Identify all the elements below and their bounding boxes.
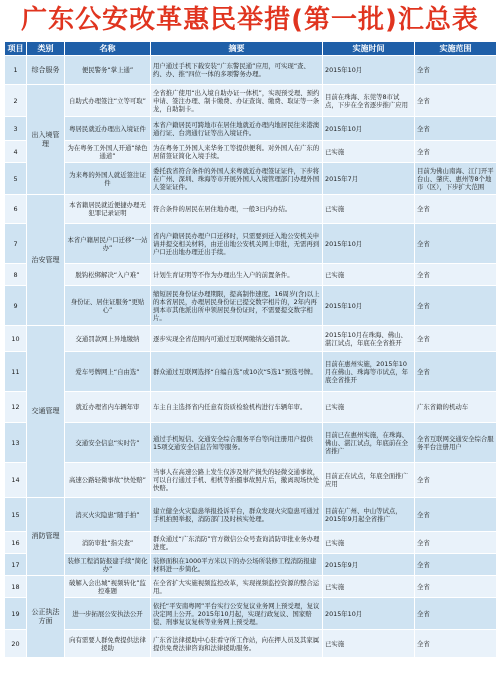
header-item: 项目 bbox=[5, 42, 27, 56]
measure-scope: 全省 bbox=[415, 224, 497, 264]
measure-scope: 全省 bbox=[415, 326, 497, 352]
measure-name: 便民警务“掌上通” bbox=[65, 56, 151, 85]
measure-summary: 群众通过“广东消防”官方微信公众号查询消防审批业务办理进度。 bbox=[151, 532, 323, 554]
measure-name: 高速公路轻微事故“快处赔” bbox=[65, 463, 151, 498]
measure-scope: 全省 bbox=[415, 598, 497, 630]
measure-time: 已实施 bbox=[323, 264, 415, 286]
category-cell: 出入境管理 bbox=[27, 85, 65, 195]
table-row bbox=[5, 463, 497, 498]
row-number: 7 bbox=[5, 224, 27, 264]
measure-time: 已实施 bbox=[323, 141, 415, 163]
table-row bbox=[5, 141, 497, 163]
measure-name: 自助式办理签注“立等可取” bbox=[65, 85, 151, 117]
row-number: 2 bbox=[5, 85, 27, 117]
measure-time: 目前在珠海、东莞等8市试点，下步在全省逐步推广应用 bbox=[323, 85, 415, 117]
measure-summary: 建立健全火灾隐患举报投诉平台，群众发现火灾隐患可通过手机拍照举报，消防部门及时核实处理。 bbox=[151, 498, 323, 532]
measure-scope: 全省 bbox=[415, 554, 497, 576]
table-row bbox=[5, 423, 497, 463]
table-row bbox=[5, 630, 497, 658]
measure-name: 交通安全信息“实时告” bbox=[65, 423, 151, 463]
header-scope: 实施范围 bbox=[415, 42, 497, 56]
table-row bbox=[5, 224, 497, 264]
measure-name: 装修工程消防报建手续“简化办” bbox=[65, 554, 151, 576]
measure-summary: 当事人在高速公路上发生仅涉及财产损失的轻微交通事故，可以自行通过手机、相机等拍摄事故照片后，撤离现场快处快赔。 bbox=[151, 463, 323, 498]
measure-name: 消灭火灾隐患“随手拍” bbox=[65, 498, 151, 532]
row-number: 3 bbox=[5, 117, 27, 141]
measure-summary: 装修面积在1000平方米以下的办公场所装修工程消防报建材料进一步简化。 bbox=[151, 554, 323, 576]
table-row bbox=[5, 56, 497, 85]
measure-scope: 广东省籍的机动车 bbox=[415, 392, 497, 423]
measure-scope: 全省 bbox=[415, 141, 497, 163]
measure-summary: 通过手机短信、交通安全综合服务平台等向注册用户提供15项交通安全信息告知等服务。 bbox=[151, 423, 323, 463]
category-cell: 治安管理 bbox=[27, 195, 65, 326]
measure-scope: 全省 bbox=[415, 576, 497, 598]
measure-time: 2015年10月 bbox=[323, 286, 415, 326]
table-row bbox=[5, 532, 497, 554]
row-number: 15 bbox=[5, 498, 27, 532]
table-row bbox=[5, 286, 497, 326]
table-header-row bbox=[5, 42, 497, 56]
measure-scope: 全省 bbox=[415, 532, 497, 554]
measure-time: 目前正在试点，年底全面推广应用 bbox=[323, 463, 415, 498]
measure-summary: 符合条件的居民在居住地办理，一般3日内办结。 bbox=[151, 195, 323, 224]
measure-scope: 全省 bbox=[415, 286, 497, 326]
row-number: 10 bbox=[5, 326, 27, 352]
table-row bbox=[5, 163, 497, 195]
measure-scope: 全省 bbox=[415, 463, 497, 498]
category-cell: 公正执法方面 bbox=[27, 576, 65, 658]
measure-scope: 全省互联网交通安全综合服务平台注册用户 bbox=[415, 423, 497, 463]
row-number: 19 bbox=[5, 598, 27, 630]
measure-time: 已实施 bbox=[323, 576, 415, 598]
measure-name: 爱车号牌网上“自由选” bbox=[65, 352, 151, 392]
measure-summary: 全省推广使用“出入境自助办证一体机”，实现预受理、预约申请、签注办理、制卡缴费、办证查询、缴费、取证等一条龙，自助制卡。 bbox=[151, 85, 323, 117]
table-row bbox=[5, 498, 497, 532]
measure-time: 2015年10月 bbox=[323, 224, 415, 264]
measure-summary: 在全省扩大实施视频监控改革，实现视频监控资源的整合运用。 bbox=[151, 576, 323, 598]
category-cell: 交通管理 bbox=[27, 326, 65, 498]
measure-time: 目前在惠州实施，2015年10月在佛山、珠海等市试点，年底全省推开 bbox=[323, 352, 415, 392]
measure-summary: 缩短居民身份证办理期限，提高制作速度。16周岁(含)以上的本省居民，办理居民身份证已提交数字相片的，2年内再到本市其他派出所申领居民身份证时，不需要提交数字相片。 bbox=[151, 286, 323, 326]
measure-scope: 全省 bbox=[415, 352, 497, 392]
measure-time: 目前已在惠州实施，在珠海、佛山、湛江试点，年底前在全省推广 bbox=[323, 423, 415, 463]
measure-scope: 全省 bbox=[415, 498, 497, 532]
row-number: 20 bbox=[5, 630, 27, 658]
measure-summary: 依托“平安南粤网”平台实行公安复议业务网上预受理，复议决定网上公开。2015年10月起，实现行政复议、国家赔偿、刑事复议复核等业务网上预受理。 bbox=[151, 598, 323, 630]
measure-name: 本省户籍居民户口迁移“一站办” bbox=[65, 224, 151, 264]
measure-summary: 委托我省符合条件的外国人来粤就近办理签证证件，下步将在广州、深圳、珠海等市开展外国人入境管理部门办理外国人签证证件。 bbox=[151, 163, 323, 195]
measure-name: 脱钩松绑解决“入户难” bbox=[65, 264, 151, 286]
table-row bbox=[5, 117, 497, 141]
row-number: 14 bbox=[5, 463, 27, 498]
measure-time: 已实施 bbox=[323, 392, 415, 423]
measure-name: 交通罚款网上异地缴纳 bbox=[65, 326, 151, 352]
measure-summary: 省内户籍居民办理户口迁移时，只需要到迁入地公安机关申请并提交相关材料，由迁出地公安机关网上审批，无需再到户口迁出地办理迁出手续。 bbox=[151, 224, 323, 264]
measure-time: 已实施 bbox=[323, 630, 415, 658]
row-number: 1 bbox=[5, 56, 27, 85]
measure-name: 破解入会出城“视频转化”监控难题 bbox=[65, 576, 151, 598]
measure-scope: 全省 bbox=[415, 117, 497, 141]
measure-time: 2015年10月 bbox=[323, 598, 415, 630]
header-category: 类别 bbox=[27, 42, 65, 56]
measure-summary: 本省户籍居民可跨地市在居住地就近办理内地居民往来港澳通行证、台湾通行证等出入境证件。 bbox=[151, 117, 323, 141]
measure-summary: 为在粤务工外国人来华务工等提供便利。对外国人在广东的居留签证简化入境手续。 bbox=[151, 141, 323, 163]
measure-name: 为来粤的外国人就近签注证件 bbox=[65, 163, 151, 195]
measure-name: 为在粤务工外国人开通“绿色通道” bbox=[65, 141, 151, 163]
row-number: 4 bbox=[5, 141, 27, 163]
measure-summary: 广东省法律援助中心驻看守所工作站，向在押人员及其家属提供免费法律咨询和法律援助服务。 bbox=[151, 630, 323, 658]
row-number: 8 bbox=[5, 264, 27, 286]
table-row bbox=[5, 352, 497, 392]
measure-scope: 目前为佛山南海、江门开平台山、肇庆、惠州等8个地市（区），下步扩大范围 bbox=[415, 163, 497, 195]
row-number: 13 bbox=[5, 423, 27, 463]
measure-name: 本省籍居民就近便捷办理无犯罪记录证明 bbox=[65, 195, 151, 224]
measure-scope: 全省 bbox=[415, 264, 497, 286]
header-name: 名称 bbox=[65, 42, 151, 56]
measure-scope: 全省 bbox=[415, 85, 497, 117]
table-row bbox=[5, 576, 497, 598]
category-cell: 消防管理 bbox=[27, 498, 65, 576]
table-row bbox=[5, 554, 497, 576]
category-cell: 综合服务 bbox=[27, 56, 65, 85]
table-row bbox=[5, 326, 497, 352]
measure-time: 已实施 bbox=[323, 532, 415, 554]
measure-summary: 车主自主选择省内任意有资质检验机构进行车辆年审。 bbox=[151, 392, 323, 423]
row-number: 11 bbox=[5, 352, 27, 392]
table-row bbox=[5, 598, 497, 630]
measure-summary: 群众通过互联网选择“自编自选”或10次“5选1”预选号牌。 bbox=[151, 352, 323, 392]
measure-time: 2015年7月 bbox=[323, 163, 415, 195]
measure-scope: 全省 bbox=[415, 630, 497, 658]
measure-name: 粤居民就近办理出入境证件 bbox=[65, 117, 151, 141]
row-number: 18 bbox=[5, 576, 27, 598]
measure-time: 目前在广州、中山等试点，2015年9月起全省推广 bbox=[323, 498, 415, 532]
measure-name: 进一步拓展公安执法公开 bbox=[65, 598, 151, 630]
measure-time: 2015年10月 bbox=[323, 56, 415, 85]
row-number: 17 bbox=[5, 554, 27, 576]
table-row bbox=[5, 392, 497, 423]
measure-name: 消防审批“指尖查” bbox=[65, 532, 151, 554]
row-number: 5 bbox=[5, 163, 27, 195]
measure-summary: 用户通过手机下载安装“广东警民通”应用，可实现“查、约、办、推”四位一体的多项警务办理。 bbox=[151, 56, 323, 85]
header-summary: 摘要 bbox=[151, 42, 323, 56]
measure-scope: 全省 bbox=[415, 56, 497, 85]
row-number: 6 bbox=[5, 195, 27, 224]
row-number: 9 bbox=[5, 286, 27, 326]
measure-name: 就近办理省内车辆年审 bbox=[65, 392, 151, 423]
measure-name: 向有需要人群免费提供法律援助 bbox=[65, 630, 151, 658]
measure-time: 2015年10月 bbox=[323, 117, 415, 141]
measure-name: 身份证、居住证服务“更贴心” bbox=[65, 286, 151, 326]
page-title: 广东公安改革惠民举措(第一批)汇总表 bbox=[21, 5, 479, 35]
measure-summary: 逐步实现全省范围内可通过互联网缴纳交通罚款。 bbox=[151, 326, 323, 352]
table-row bbox=[5, 85, 497, 117]
measure-time: 2015年9月 bbox=[323, 554, 415, 576]
table-row bbox=[5, 264, 497, 286]
summary-table bbox=[4, 41, 497, 658]
header-time: 实施时间 bbox=[323, 42, 415, 56]
summary-table-wrapper bbox=[4, 41, 496, 658]
table-row bbox=[5, 195, 497, 224]
measure-time: 已实施 bbox=[323, 195, 415, 224]
measure-scope: 全省 bbox=[415, 195, 497, 224]
row-number: 16 bbox=[5, 532, 27, 554]
measure-time: 2015年10月在珠海、佛山、湛江试点，年底在全省推开 bbox=[323, 326, 415, 352]
row-number: 12 bbox=[5, 392, 27, 423]
measure-summary: 计划生育证明等不作为办理出生入户的前置条件。 bbox=[151, 264, 323, 286]
